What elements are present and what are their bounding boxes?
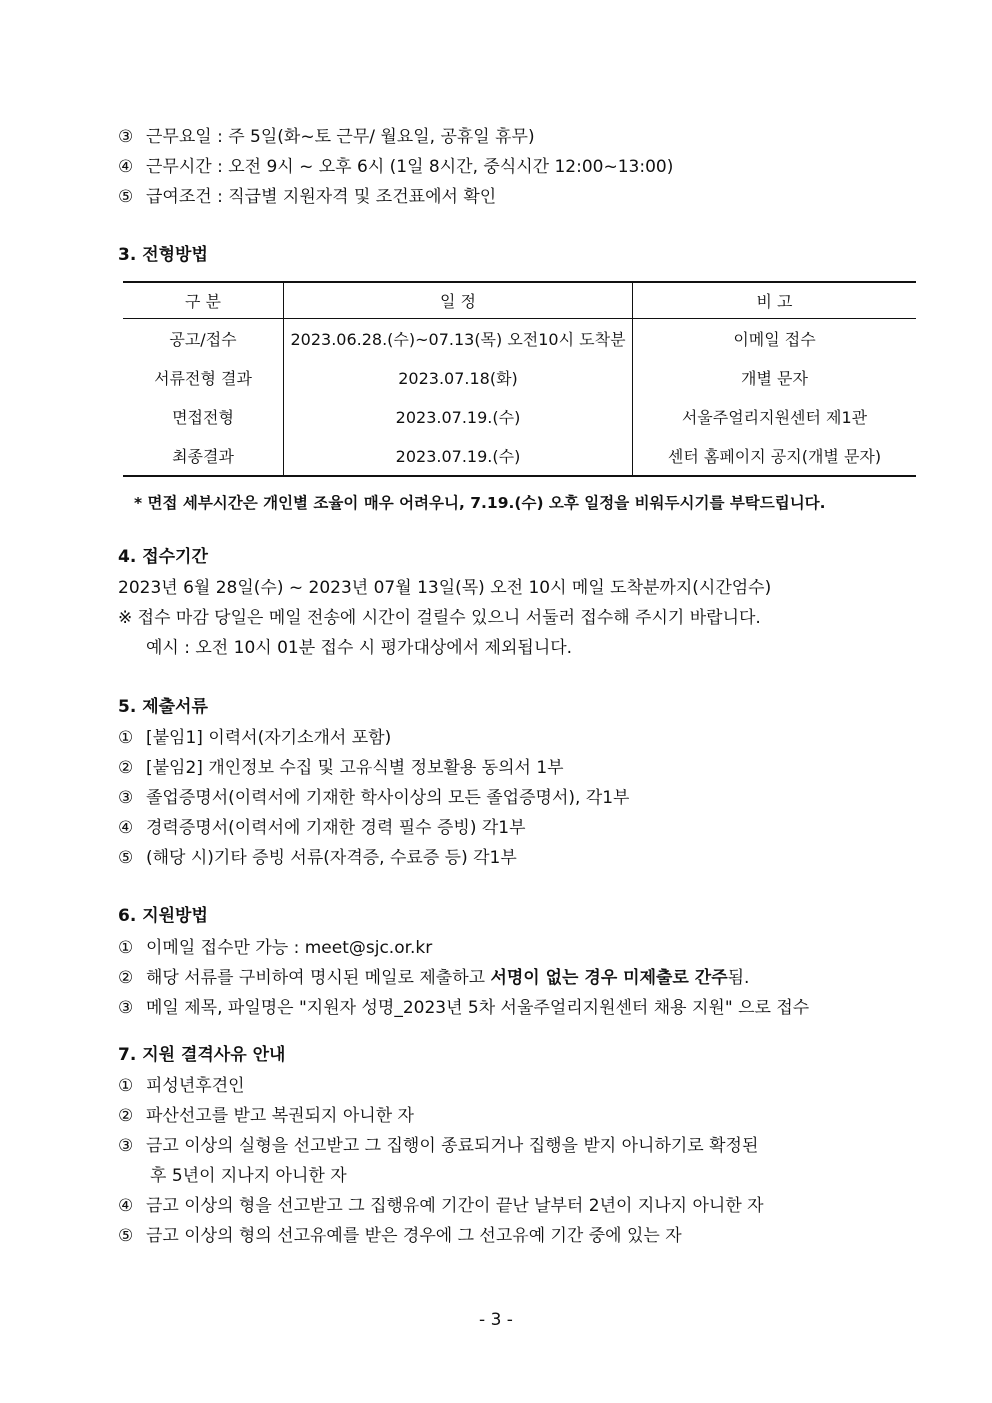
- section-7-heading: 7. 지원 결격사유 안내: [118, 1045, 286, 1065]
- table-row: [123, 436, 916, 476]
- table-cell: 서류전형 결과: [154, 369, 252, 388]
- section-3-heading: 3. 전형방법: [118, 245, 208, 265]
- item-number: ②: [118, 1106, 134, 1126]
- table-cell: 이메일 접수: [633, 319, 917, 359]
- item-number: ④: [118, 818, 134, 838]
- list-item: [118, 756, 564, 780]
- col-header-remarks: 비 고: [633, 282, 917, 319]
- table-cell: 2023.07.19.(수): [284, 397, 633, 436]
- table-cell: 개별 문자: [633, 358, 917, 397]
- item-text: 해당 서류를 구비하여 명시된 메일로 제출하고: [146, 968, 491, 988]
- item-text: 경력증명서(이력서에 기재한 경력 필수 증빙) 각1부: [146, 818, 526, 838]
- table-cell: 면접전형: [172, 408, 234, 427]
- table-row: [123, 319, 916, 359]
- list-item: [118, 936, 432, 960]
- table-row: [123, 358, 916, 397]
- list-item: [118, 1134, 758, 1158]
- section-5-heading: 5. 제출서류: [118, 697, 208, 717]
- table-cell: 센터 홈페이지 공지(개별 문자): [633, 436, 917, 476]
- table-cell: 최종결과: [123, 436, 284, 476]
- item-number: ④: [118, 1196, 134, 1216]
- item-number: ③: [118, 1136, 134, 1156]
- section-6-heading: 6. 지원방법: [118, 906, 208, 926]
- list-item: [118, 1104, 414, 1128]
- list-item: [118, 786, 629, 810]
- item-number: ⑤: [118, 1226, 134, 1246]
- list-item: [118, 846, 517, 870]
- page-number: - 3 -: [479, 1310, 513, 1330]
- item-number: ②: [118, 758, 134, 778]
- salary-item: [118, 185, 496, 209]
- item-text: 근무요일 : 주 5일(화~토 근무/ 월요일, 공휴일 휴무): [146, 127, 535, 147]
- item-text: 금고 이상의 형을 선고받고 그 집행유예 기간이 끝난 날부터 2년이 지나지 아니한 자: [146, 1196, 764, 1216]
- item-text: [붙임1] 이력서(자기소개서 포함): [146, 728, 392, 748]
- work-hours-item: [118, 155, 673, 179]
- section-4-heading: 4. 접수기간: [118, 547, 208, 567]
- schedule-table: [123, 281, 916, 477]
- work-day-item: [118, 125, 535, 149]
- table-row: [123, 397, 916, 436]
- col-header-category: 구 분: [123, 282, 284, 319]
- item-number: ①: [118, 1076, 134, 1096]
- email-instruction: 이메일 접수만 가능 : meet@sjc.or.kr: [146, 938, 433, 958]
- col-header-schedule: 일 정: [284, 282, 633, 319]
- item-text: 근무시간 : 오전 9시 ~ 오후 6시 (1일 8시간, 중식시간 12:00~13:00): [146, 157, 674, 177]
- item-text: 피성년후견인: [146, 1076, 245, 1096]
- item-text: [붙임2] 개인정보 수집 및 고유식별 정보활용 동의서 1부: [146, 758, 564, 778]
- application-period: 2023년 6월 28일(수) ~ 2023년 07월 13일(목) 오전 10시 메일 도착분까지(시간엄수): [118, 578, 772, 598]
- list-item: [118, 816, 526, 840]
- list-item: [118, 1074, 245, 1098]
- deadline-example: 예시 : 오전 10시 01분 접수 시 평가대상에서 제외됩니다.: [146, 638, 573, 658]
- list-item: [118, 1194, 764, 1218]
- item-number: ③: [118, 998, 134, 1018]
- list-item: [118, 1224, 682, 1248]
- deadline-caution: ※ 접수 마감 당일은 메일 전송에 시간이 걸릴수 있으니 서둘러 접수해 주시기 바랍니다.: [118, 608, 761, 628]
- item-text: 금고 이상의 형의 선고유예를 받은 경우에 그 선고유예 기간 중에 있는 자: [146, 1226, 682, 1246]
- table-cell: 공고/접수: [169, 330, 237, 349]
- list-item-continuation: 후 5년이 지나지 아니한 자: [150, 1166, 347, 1186]
- item-number: ①: [118, 938, 134, 958]
- item-number: ③: [118, 788, 134, 808]
- item-text: 메일 제목, 파일명은 "지원자 성명_2023년 5차 서울주얼리지원센터 채용 지원" 으로 접수: [146, 998, 810, 1018]
- list-item: [118, 726, 391, 750]
- item-text: 금고 이상의 실형을 선고받고 그 집행이 종료되거나 집행을 받지 아니하기로 확정된: [146, 1136, 759, 1156]
- interview-note: * 면접 세부시간은 개인별 조율이 매우 어려우니, 7.19.(수) 오후 일정을 비워두시기를 부탁드립니다.: [134, 494, 826, 512]
- list-item: [118, 996, 809, 1020]
- table-cell: 2023.06.28.(수)~07.13(목) 오전10시 도착분: [284, 319, 633, 359]
- item-number: ⑤: [118, 848, 134, 868]
- table-header-row: [123, 282, 916, 319]
- item-number: ⑤: [118, 187, 134, 207]
- table-cell: 2023.07.18(화): [284, 358, 633, 397]
- item-number: ③: [118, 127, 134, 147]
- item-text: 급여조건 : 직급별 지원자격 및 조건표에서 확인: [146, 187, 497, 207]
- table-cell: 서울주얼리지원센터 제1관: [633, 397, 917, 436]
- list-item: [118, 966, 749, 990]
- item-text: 졸업증명서(이력서에 기재한 학사이상의 모든 졸업증명서), 각1부: [146, 788, 630, 808]
- item-text: 파산선고를 받고 복권되지 아니한 자: [146, 1106, 414, 1126]
- item-number: ①: [118, 728, 134, 748]
- item-number: ④: [118, 157, 134, 177]
- item-number: ②: [118, 968, 134, 988]
- table-cell: 2023.07.19.(수): [284, 436, 633, 476]
- item-text: 됨.: [727, 968, 750, 988]
- item-text: (해당 시)기타 증빙 서류(자격증, 수료증 등) 각1부: [146, 848, 517, 868]
- signature-warning: 서명이 없는 경우 미제출로 간주: [490, 968, 728, 988]
